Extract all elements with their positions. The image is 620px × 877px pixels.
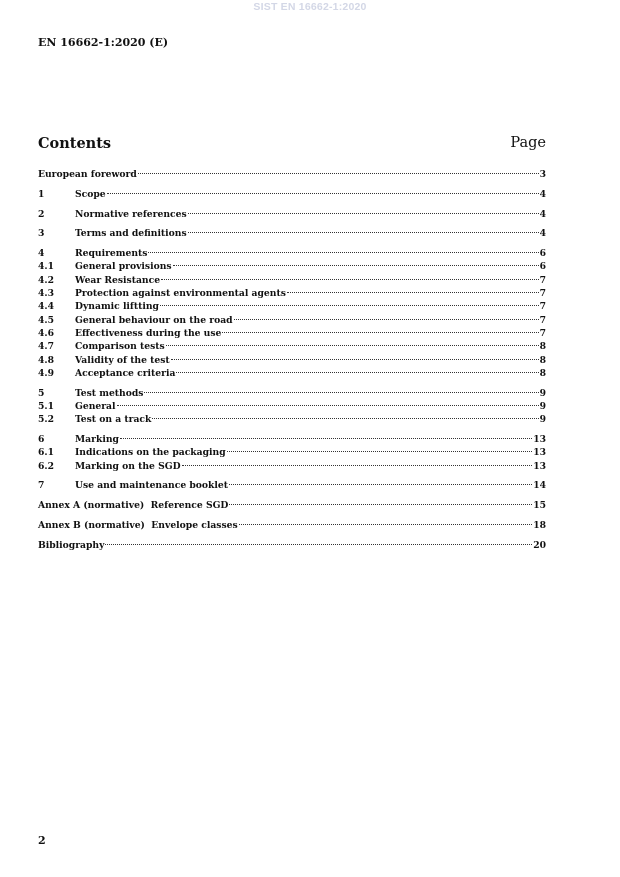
toc-entry[interactable] [38,327,546,340]
toc-entry-page: 9 [539,400,546,412]
toc-leader-dots [229,484,532,485]
contents-title: Contents [38,135,112,152]
toc-entry-page: 13 [533,434,546,446]
toc-entry[interactable] [38,227,546,240]
toc-entry-page: 4 [539,228,546,240]
toc-entry-number: 6 [38,434,45,446]
toc-entry-number: 4.4 [38,301,54,313]
toc-entry-title: European foreword [38,169,137,180]
toc-entry-number: 5.1 [38,400,54,412]
toc-entry-number: 4.3 [38,288,54,300]
toc-entry[interactable] [38,354,546,367]
page-column-label: Page [510,135,546,151]
toc-entry-title: Acceptance criteria [75,367,176,379]
toc-entry-number: 4 [38,248,45,260]
toc-entry-bibliography[interactable] [38,539,546,552]
toc-entry-page: 4 [539,188,546,200]
toc-entry[interactable] [38,460,546,473]
toc-entry[interactable] [38,314,546,327]
toc-entry-page: 13 [533,460,546,472]
toc-leader-dots [105,544,532,545]
toc-entry-number: 4.5 [38,314,54,326]
toc-entry-page: 9 [539,414,546,426]
toc-entry-page: 6 [539,261,546,273]
toc-entry-title: Annex B (normative) Envelope classes [38,520,238,532]
toc-entry-title: Dynamic liftting [75,301,159,313]
toc-leader-dots [176,372,538,373]
toc-entry-annex-a[interactable] [38,499,546,512]
toc-entry-title: General [75,400,116,412]
table-of-contents [38,168,546,552]
toc-entry-page: 8 [539,341,546,353]
toc-entry-title: Effectiveness during the use [75,327,222,339]
toc-entry-title: Marking [75,434,119,446]
toc-entry-page: 18 [533,520,546,532]
toc-leader-dots [161,279,539,280]
toc-entry-title: General provisions [75,261,172,273]
toc-entry-title: Use and maintenance booklet [75,480,228,492]
toc-leader-dots [287,292,539,293]
toc-entry-number: 1 [38,188,45,200]
toc-entry-number: 4.8 [38,354,54,366]
toc-entry-page: 8 [539,367,546,379]
toc-entry-title: Wear Resistance [75,274,161,286]
toc-entry-number: 7 [38,480,45,492]
toc-leader-dots [182,465,533,466]
toc-leader-dots [173,265,539,266]
toc-entry-page: 4 [539,208,546,220]
document-id: EN 16662-1:2020 (E) [38,36,169,49]
toc-entry[interactable] [38,168,546,181]
toc-entry[interactable] [38,413,546,426]
toc-leader-dots [234,319,539,320]
toc-leader-dots [120,438,532,439]
toc-entry-title: Indications on the packaging [75,447,226,459]
toc-entry-title: Test on a track [75,414,152,426]
toc-entry-number: 4.1 [38,261,54,273]
toc-entry-page: 8 [539,354,546,366]
toc-entry[interactable] [38,274,546,287]
toc-leader-dots [107,193,539,194]
page-number: 2 [38,834,46,847]
watermark: SIST EN 16662-1:2020 [253,1,367,13]
toc-entry-number: 3 [38,228,45,240]
toc-entry-page: 3 [539,169,546,180]
toc-entry-page: 7 [539,301,546,313]
toc-leader-dots [148,252,538,253]
toc-entry[interactable] [38,300,546,313]
toc-leader-dots [117,405,539,406]
toc-entry-page: 7 [539,327,546,339]
toc-leader-dots [160,305,539,306]
toc-entry[interactable] [38,247,546,260]
toc-entry-number: 4.9 [38,367,54,379]
toc-leader-dots [229,504,532,505]
toc-entry-number: 5 [38,387,45,399]
toc-entry[interactable] [38,188,546,201]
toc-entry-number: 2 [38,208,45,220]
toc-leader-dots [138,173,539,174]
toc-entry[interactable] [38,433,546,446]
toc-entry-title: Test methods [75,387,144,399]
toc-entry-number: 5.2 [38,414,54,426]
toc-entry[interactable] [38,208,546,221]
toc-entry-page: 7 [539,314,546,326]
toc-entry-title: Terms and definitions [75,228,187,240]
toc-entry-number: 4.6 [38,327,54,339]
toc-leader-dots [188,232,539,233]
toc-leader-dots [222,332,538,333]
toc-entry[interactable] [38,367,546,380]
toc-leader-dots [227,451,533,452]
toc-entry[interactable] [38,479,546,492]
toc-entry-page: 13 [533,447,546,459]
toc-entry-annex-b[interactable] [38,519,546,532]
toc-entry-number: 4.2 [38,274,54,286]
toc-entry-page: 7 [539,274,546,286]
toc-entry[interactable] [38,387,546,400]
toc-entry[interactable] [38,400,546,413]
toc-entry-title: Scope [75,188,106,200]
toc-leader-dots [188,213,539,214]
toc-entry-title: Comparison tests [75,341,165,353]
toc-entry-number: 6.1 [38,447,54,459]
toc-leader-dots [166,345,539,346]
toc-entry-title: Validity of the test [75,354,170,366]
toc-entry-page: 9 [539,387,546,399]
toc-entry-number: 6.2 [38,460,54,472]
toc-leader-dots [239,524,533,525]
toc-entry[interactable] [38,446,546,459]
toc-entry-page: 20 [533,539,546,551]
toc-leader-dots [152,418,538,419]
toc-entry-title: Marking on the SGD [75,460,181,472]
toc-entry-title: Bibliography [38,539,105,551]
toc-entry[interactable] [38,340,546,353]
toc-entry[interactable] [38,260,546,273]
toc-entry-title: Normative references [75,208,187,220]
toc-entry-title: General behaviour on the road [75,314,233,326]
toc-leader-dots [144,392,538,393]
toc-entry-page: 7 [539,288,546,300]
toc-entry-page: 15 [533,500,546,512]
toc-entry-number: 4.7 [38,341,54,353]
toc-entry-title: Requirements [75,248,148,260]
toc-entry-title: Protection against environmental agents [75,288,286,300]
toc-leader-dots [171,359,539,360]
toc-entry-title: Annex A (normative) Reference SGD [38,500,229,512]
toc-entry-page: 6 [539,248,546,260]
toc-entry-page: 14 [533,480,546,492]
toc-entry[interactable] [38,287,546,300]
